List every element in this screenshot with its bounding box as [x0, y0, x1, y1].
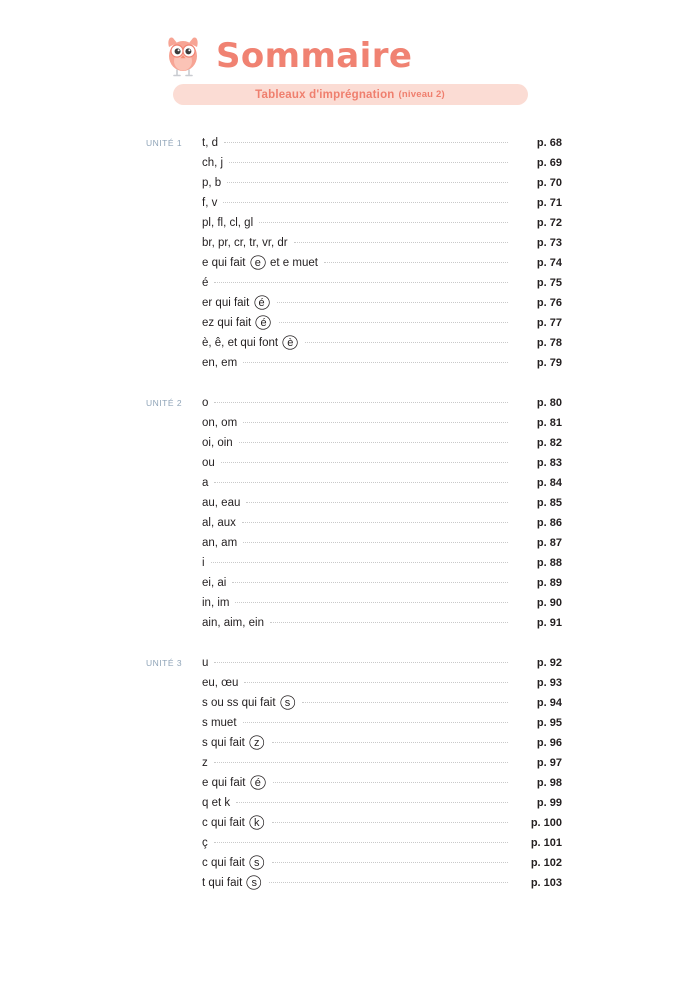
- toc-entry-text: [202, 253, 324, 273]
- toc-entry-label: eu, œu: [202, 677, 239, 689]
- toc-entry-text: [202, 293, 277, 313]
- toc-entry-label: al, aux: [202, 517, 236, 529]
- dot-leader: [302, 701, 508, 703]
- toc-entry-label: in, im: [202, 597, 230, 609]
- toc-row[interactable]: [146, 133, 562, 153]
- dot-leader: [232, 581, 508, 583]
- toc-entry-label: ou: [202, 457, 215, 469]
- dot-leader: [236, 801, 508, 803]
- phonetic-symbol-letter: è: [287, 337, 294, 349]
- toc-entry-label: f, v: [202, 197, 218, 209]
- page-number: p. 78: [536, 337, 562, 349]
- phonetic-symbol-letter: k: [254, 817, 260, 829]
- toc-row[interactable]: [146, 573, 562, 593]
- toc-row[interactable]: [146, 453, 562, 473]
- dot-leader: [243, 541, 508, 543]
- phonetic-symbol-letter: s: [254, 857, 260, 869]
- toc-entry-text: [202, 813, 272, 833]
- toc-row[interactable]: [146, 653, 562, 673]
- dot-leader: [214, 761, 508, 763]
- toc-entry-text: [202, 133, 224, 153]
- phonetic-symbol-circle: [250, 258, 266, 269]
- toc-entry-suffix: et e muet: [270, 257, 318, 269]
- toc-entry-text: [202, 493, 246, 513]
- page-number: p. 80: [536, 397, 562, 409]
- toc-entry-text: [202, 313, 279, 333]
- phonetic-symbol-circle: [250, 778, 266, 789]
- dot-leader: [270, 621, 508, 623]
- toc-entry-text: [202, 413, 243, 433]
- dot-leader: [227, 181, 508, 183]
- toc-entry-label: en, em: [202, 357, 238, 369]
- banner-wrap: [0, 84, 700, 105]
- toc-entry-text: [202, 553, 211, 573]
- page-number: p. 74: [536, 257, 562, 269]
- dot-leader: [243, 361, 508, 363]
- unit-label: UNITÉ 2: [146, 398, 183, 408]
- toc-row[interactable]: [146, 833, 562, 853]
- dot-leader: [243, 721, 508, 723]
- toc-row[interactable]: [146, 393, 562, 413]
- page-number: p. 89: [536, 577, 562, 589]
- toc-row[interactable]: [146, 153, 562, 173]
- page-number: p. 85: [536, 497, 562, 509]
- page-number: p. 96: [536, 737, 562, 749]
- page-number: p. 88: [536, 557, 562, 569]
- toc-entry-text: [202, 573, 232, 593]
- toc-row[interactable]: [146, 593, 562, 613]
- toc-entry-text: [202, 533, 243, 553]
- page-number: p. 86: [536, 517, 562, 529]
- toc-entry-label: p, b: [202, 177, 222, 189]
- toc-row[interactable]: [146, 753, 562, 773]
- toc-row[interactable]: [146, 813, 562, 833]
- toc-row[interactable]: [146, 353, 562, 373]
- page-number: p. 101: [530, 837, 562, 849]
- dot-leader: [211, 561, 508, 563]
- toc-entry-text: [202, 473, 214, 493]
- toc-entry-label: s ou ss qui fait: [202, 697, 276, 709]
- toc-row[interactable]: [146, 533, 562, 553]
- page-header: [0, 0, 700, 76]
- page-number: p. 81: [536, 417, 562, 429]
- dot-leader: [272, 741, 508, 743]
- toc-row[interactable]: [146, 473, 562, 493]
- toc-entry-text: [202, 173, 227, 193]
- toc-entry-label: o: [202, 397, 209, 409]
- dot-leader: [305, 341, 508, 343]
- toc-entry-text: [202, 713, 243, 733]
- toc-section: [146, 133, 562, 373]
- dot-leader: [214, 481, 508, 483]
- toc-row[interactable]: [146, 553, 562, 573]
- subtitle-banner: [173, 84, 528, 105]
- page-number: p. 94: [536, 697, 562, 709]
- toc-entry-text: [202, 393, 214, 413]
- dot-leader: [221, 461, 508, 463]
- dot-leader: [242, 521, 508, 523]
- dot-leader: [272, 861, 508, 863]
- page-number: p. 76: [536, 297, 562, 309]
- dot-leader: [243, 421, 508, 423]
- toc-row[interactable]: [146, 253, 562, 273]
- toc-row[interactable]: [146, 773, 562, 793]
- phonetic-symbol-letter: é: [260, 317, 267, 329]
- dot-leader: [259, 221, 508, 223]
- toc-entry-label: z: [202, 757, 208, 769]
- toc-row[interactable]: [146, 433, 562, 453]
- phonetic-symbol-circle: [249, 738, 265, 749]
- toc-row[interactable]: [146, 693, 562, 713]
- toc-entry-text: [202, 193, 223, 213]
- toc-entry-label: s qui fait: [202, 737, 245, 749]
- page-number: p. 83: [536, 457, 562, 469]
- toc-entry-text: [202, 233, 294, 253]
- toc-entry-label: c qui fait: [202, 817, 245, 829]
- page-number: p. 93: [536, 677, 562, 689]
- toc-entry-label: ain, aim, ein: [202, 617, 265, 629]
- toc-section: [146, 653, 562, 893]
- toc-row[interactable]: [146, 193, 562, 213]
- phonetic-symbol-circle: [280, 698, 296, 709]
- toc-entry-text: [202, 353, 243, 373]
- toc-entry-label: q et k: [202, 797, 231, 809]
- toc-entry-label: a: [202, 477, 209, 489]
- page-number: p. 79: [536, 357, 562, 369]
- toc-row[interactable]: [146, 673, 562, 693]
- toc-entry-text: [202, 833, 214, 853]
- toc-entry-label: ei, ai: [202, 577, 227, 589]
- toc-entry-label: au, eau: [202, 497, 241, 509]
- toc-entry-label: on, om: [202, 417, 238, 429]
- toc-row[interactable]: [146, 873, 562, 893]
- dot-leader: [324, 261, 508, 263]
- dot-leader: [214, 841, 508, 843]
- dot-leader: [273, 781, 508, 783]
- toc-entry-text: [202, 593, 235, 613]
- toc-entry-text: [202, 773, 273, 793]
- page-number: p. 73: [536, 237, 562, 249]
- phonetic-symbol-circle: [282, 338, 298, 349]
- toc-entry-text: [202, 873, 269, 893]
- dot-leader: [277, 301, 508, 303]
- page-number: p. 71: [536, 197, 562, 209]
- page-number: p. 98: [536, 777, 562, 789]
- toc-entry-label: ç: [202, 837, 208, 849]
- banner-level: (niveau 2): [398, 89, 445, 100]
- dot-leader: [214, 281, 508, 283]
- dot-leader: [239, 441, 508, 443]
- dot-leader: [224, 141, 508, 143]
- toc-section: [146, 393, 562, 633]
- page-number: p. 90: [536, 597, 562, 609]
- toc-entry-label: oi, oin: [202, 437, 233, 449]
- toc-entry-text: [202, 853, 272, 873]
- dot-leader: [229, 161, 508, 163]
- dot-leader: [214, 661, 508, 663]
- toc-entry-text: [202, 273, 214, 293]
- dot-leader: [214, 401, 508, 403]
- toc-entry-label: e qui fait: [202, 257, 246, 269]
- dot-leader: [269, 881, 508, 883]
- phonetic-symbol-circle: [246, 878, 262, 889]
- toc-entry-label: é: [202, 277, 209, 289]
- phonetic-symbol-letter: s: [284, 697, 291, 709]
- toc-entry-text: [202, 733, 272, 753]
- page-number: p. 99: [536, 797, 562, 809]
- banner-title: Tableaux d'imprégnation: [255, 88, 395, 101]
- phonetic-symbol-letter: s: [251, 877, 257, 889]
- page-number: p. 70: [536, 177, 562, 189]
- phonetic-symbol-letter: é: [254, 777, 261, 789]
- page-number: p. 87: [536, 537, 562, 549]
- toc-row[interactable]: [146, 233, 562, 253]
- toc-entry-label: t, d: [202, 137, 218, 149]
- toc-row[interactable]: [146, 733, 562, 753]
- page-number: p. 77: [536, 317, 562, 329]
- page-number: p. 102: [530, 857, 562, 869]
- dot-leader: [246, 501, 508, 503]
- toc-entry-text: [202, 333, 305, 353]
- toc-row[interactable]: [146, 173, 562, 193]
- toc-entry-text: [202, 693, 302, 713]
- page-number: p. 92: [536, 657, 562, 669]
- toc-entry-text: [202, 753, 214, 773]
- toc-row[interactable]: [146, 413, 562, 433]
- page-title: Sommaire: [216, 36, 413, 76]
- page-number: p. 95: [536, 717, 562, 729]
- toc-row[interactable]: [146, 853, 562, 873]
- toc-entry-label: è, ê, et qui font: [202, 337, 279, 349]
- toc-row[interactable]: [146, 313, 562, 333]
- toc-entry-label: s muet: [202, 717, 237, 729]
- toc-entry-label: i: [202, 557, 205, 569]
- page-number: p. 103: [530, 877, 562, 889]
- toc-entry-label: c qui fait: [202, 857, 245, 869]
- toc-entry-text: [202, 213, 259, 233]
- toc-entry-label: ch, j: [202, 157, 224, 169]
- page-number: p. 75: [536, 277, 562, 289]
- phonetic-symbol-circle: [249, 818, 265, 829]
- toc-entry-text: [202, 453, 221, 473]
- dot-leader: [235, 601, 508, 603]
- toc-entry-text: [202, 513, 242, 533]
- toc-entry-label: an, am: [202, 537, 238, 549]
- unit-label: UNITÉ 3: [146, 658, 183, 668]
- page-number: p. 72: [536, 217, 562, 229]
- toc-entry-label: ez qui fait: [202, 317, 252, 329]
- phonetic-symbol-circle: [249, 858, 265, 869]
- toc-entry-label: t qui fait: [202, 877, 243, 889]
- unit-label: UNITÉ 1: [146, 138, 183, 148]
- dot-leader: [279, 321, 508, 323]
- page-number: p. 97: [536, 757, 562, 769]
- toc-entry-label: br, pr, cr, tr, vr, dr: [202, 237, 288, 249]
- phonetic-symbol-letter: z: [254, 737, 260, 749]
- page-number: p. 82: [536, 437, 562, 449]
- phonetic-symbol-letter: e: [254, 257, 261, 269]
- toc-row[interactable]: [146, 713, 562, 733]
- page-number: p. 69: [536, 157, 562, 169]
- phonetic-symbol-circle: [254, 298, 270, 309]
- toc-row[interactable]: [146, 213, 562, 233]
- phonetic-symbol-circle: [255, 318, 271, 329]
- toc-entry-text: [202, 613, 270, 633]
- toc-row[interactable]: [146, 613, 562, 633]
- toc-row[interactable]: [146, 273, 562, 293]
- table-of-contents: [0, 133, 700, 893]
- toc-entry-text: [202, 433, 239, 453]
- toc-entry-text: [202, 653, 214, 673]
- toc-entry-text: [202, 673, 244, 693]
- phonetic-symbol-letter: é: [258, 297, 265, 309]
- toc-entry-text: [202, 153, 229, 173]
- toc-entry-label: er qui fait: [202, 297, 250, 309]
- dot-leader: [223, 201, 508, 203]
- dot-leader: [294, 241, 508, 243]
- toc-entry-label: e qui fait: [202, 777, 246, 789]
- toc-entry-label: pl, fl, cl, gl: [202, 217, 254, 229]
- page-number: p. 100: [530, 817, 562, 829]
- toc-row[interactable]: [146, 793, 562, 813]
- page-number: p. 91: [536, 617, 562, 629]
- toc-entry-text: [202, 793, 236, 813]
- toc-entry-label: u: [202, 657, 209, 669]
- toc-row[interactable]: [146, 493, 562, 513]
- owl-icon: [164, 34, 202, 80]
- toc-row[interactable]: [146, 293, 562, 313]
- toc-row[interactable]: [146, 513, 562, 533]
- dot-leader: [244, 681, 508, 683]
- page-number: p. 68: [536, 137, 562, 149]
- toc-row[interactable]: [146, 333, 562, 353]
- page-number: p. 84: [536, 477, 562, 489]
- dot-leader: [272, 821, 508, 823]
